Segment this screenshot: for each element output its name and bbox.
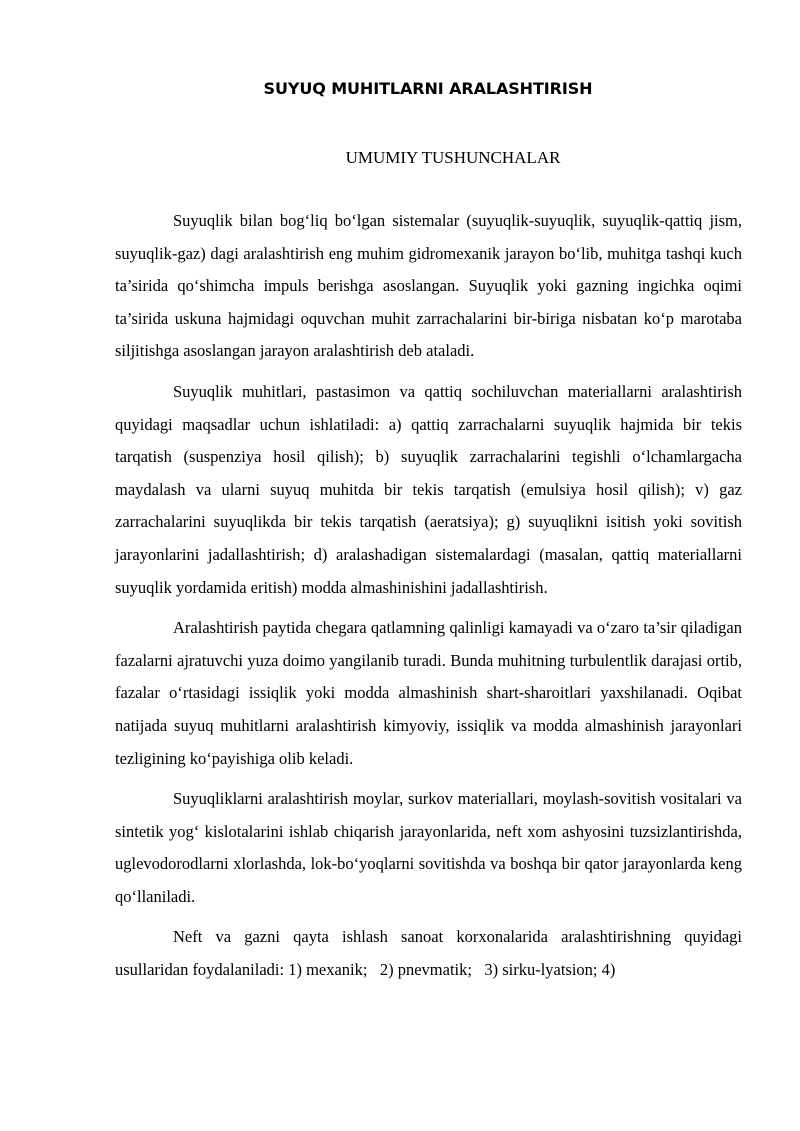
document-title: SUYUQ MUHITLARNI ARALASHTIRISH <box>263 79 593 98</box>
paragraph: Aralashtirish paytida chegara qatlamning qalinligi kamayadi va o‘zaro ta’sir qiladigan fazalarni ajratuvchi yuza doimo yangilanib turadi. Bunda muhitning turbulentlik darajasi ortib, fazalar o‘rtasidagi issiqlik yoki modda almashinish shart-sharoitlari yaxshilanadi. Oqibat natijada suyuq muhitlarni aralashtirish kimyoviy, issiqlik va modda almashinish jarayonlari tezligining ko‘payishiga olib keladi. <box>115 618 742 768</box>
paragraph: Neft va gazni qayta ishlash sanoat korxonalarida aralashtirishning quyidagi usullaridan foydalaniladi: 1) mexanik; 2) pnevmatik; 3) sirku-lyatsion; 4) <box>115 927 747 980</box>
paragraph: Suyuqlik muhitlari, pastasimon va qattiq sochiluvchan materiallarni aralashtirish quyidagi maqsadlar uchun ishlatiladi: a) qattiq zarrachalarni suyuqlik hajmida bir tekis tarqatish (suspenziya hosil qilish); b) suyuqlik zarrachalarini tegishli o‘lchamlargacha maydalash va ularni suyuq muhitda bir tekis tarqatish (emulsiya hosil qilish); v) gaz zarrachalarini suyuqlikda bir tekis tarqatish (aeratsiya); g) suyuqlikni isitish yoki sovitish jarayonlarini jadallashtirish; d) aralashadigan sistemalardagi (masalan, qattiq materiallarni suyuqlik yordamida eritish) modda almashinishini jadallashtirish. <box>115 381 742 597</box>
paragraph: Suyuqliklarni aralashtirish moylar, surkov materiallari, moylash-sovitish vositalari va sintetik yog‘ kislotalarini ishlab chiqarish jarayonlarida, neft xom ashyosini tuzsizlantirishda, uglevodorodlarni xlorlashda, lok-bo‘yoqlarni sovitishda va boshqa bir qator jarayonlarda keng qo‘llaniladi. <box>115 789 742 906</box>
section-heading: UMUMIY TUSHUNCHALAR <box>345 148 561 167</box>
paragraph: Suyuqlik bilan bog‘liq bo‘lgan sistemalar (suyuqlik-suyuqlik, suyuqlik-qattiq jism, suyuqlik-gaz) dagi aralashtirish eng muhim gidromexanik jarayon bo‘lib, muhitga tashqi kuch ta’sirida qo‘shimcha impuls berishga asoslangan. Suyuqlik yoki gazning ingichka oqimi ta’sirida uskuna hajmidagi oquvchan muhit zarrachalarini bir-biriga nisbatan ko‘p marotaba siljitishga asoslangan jarayon aralashtirish deb ataladi. <box>115 211 742 361</box>
document-body <box>115 205 747 995</box>
